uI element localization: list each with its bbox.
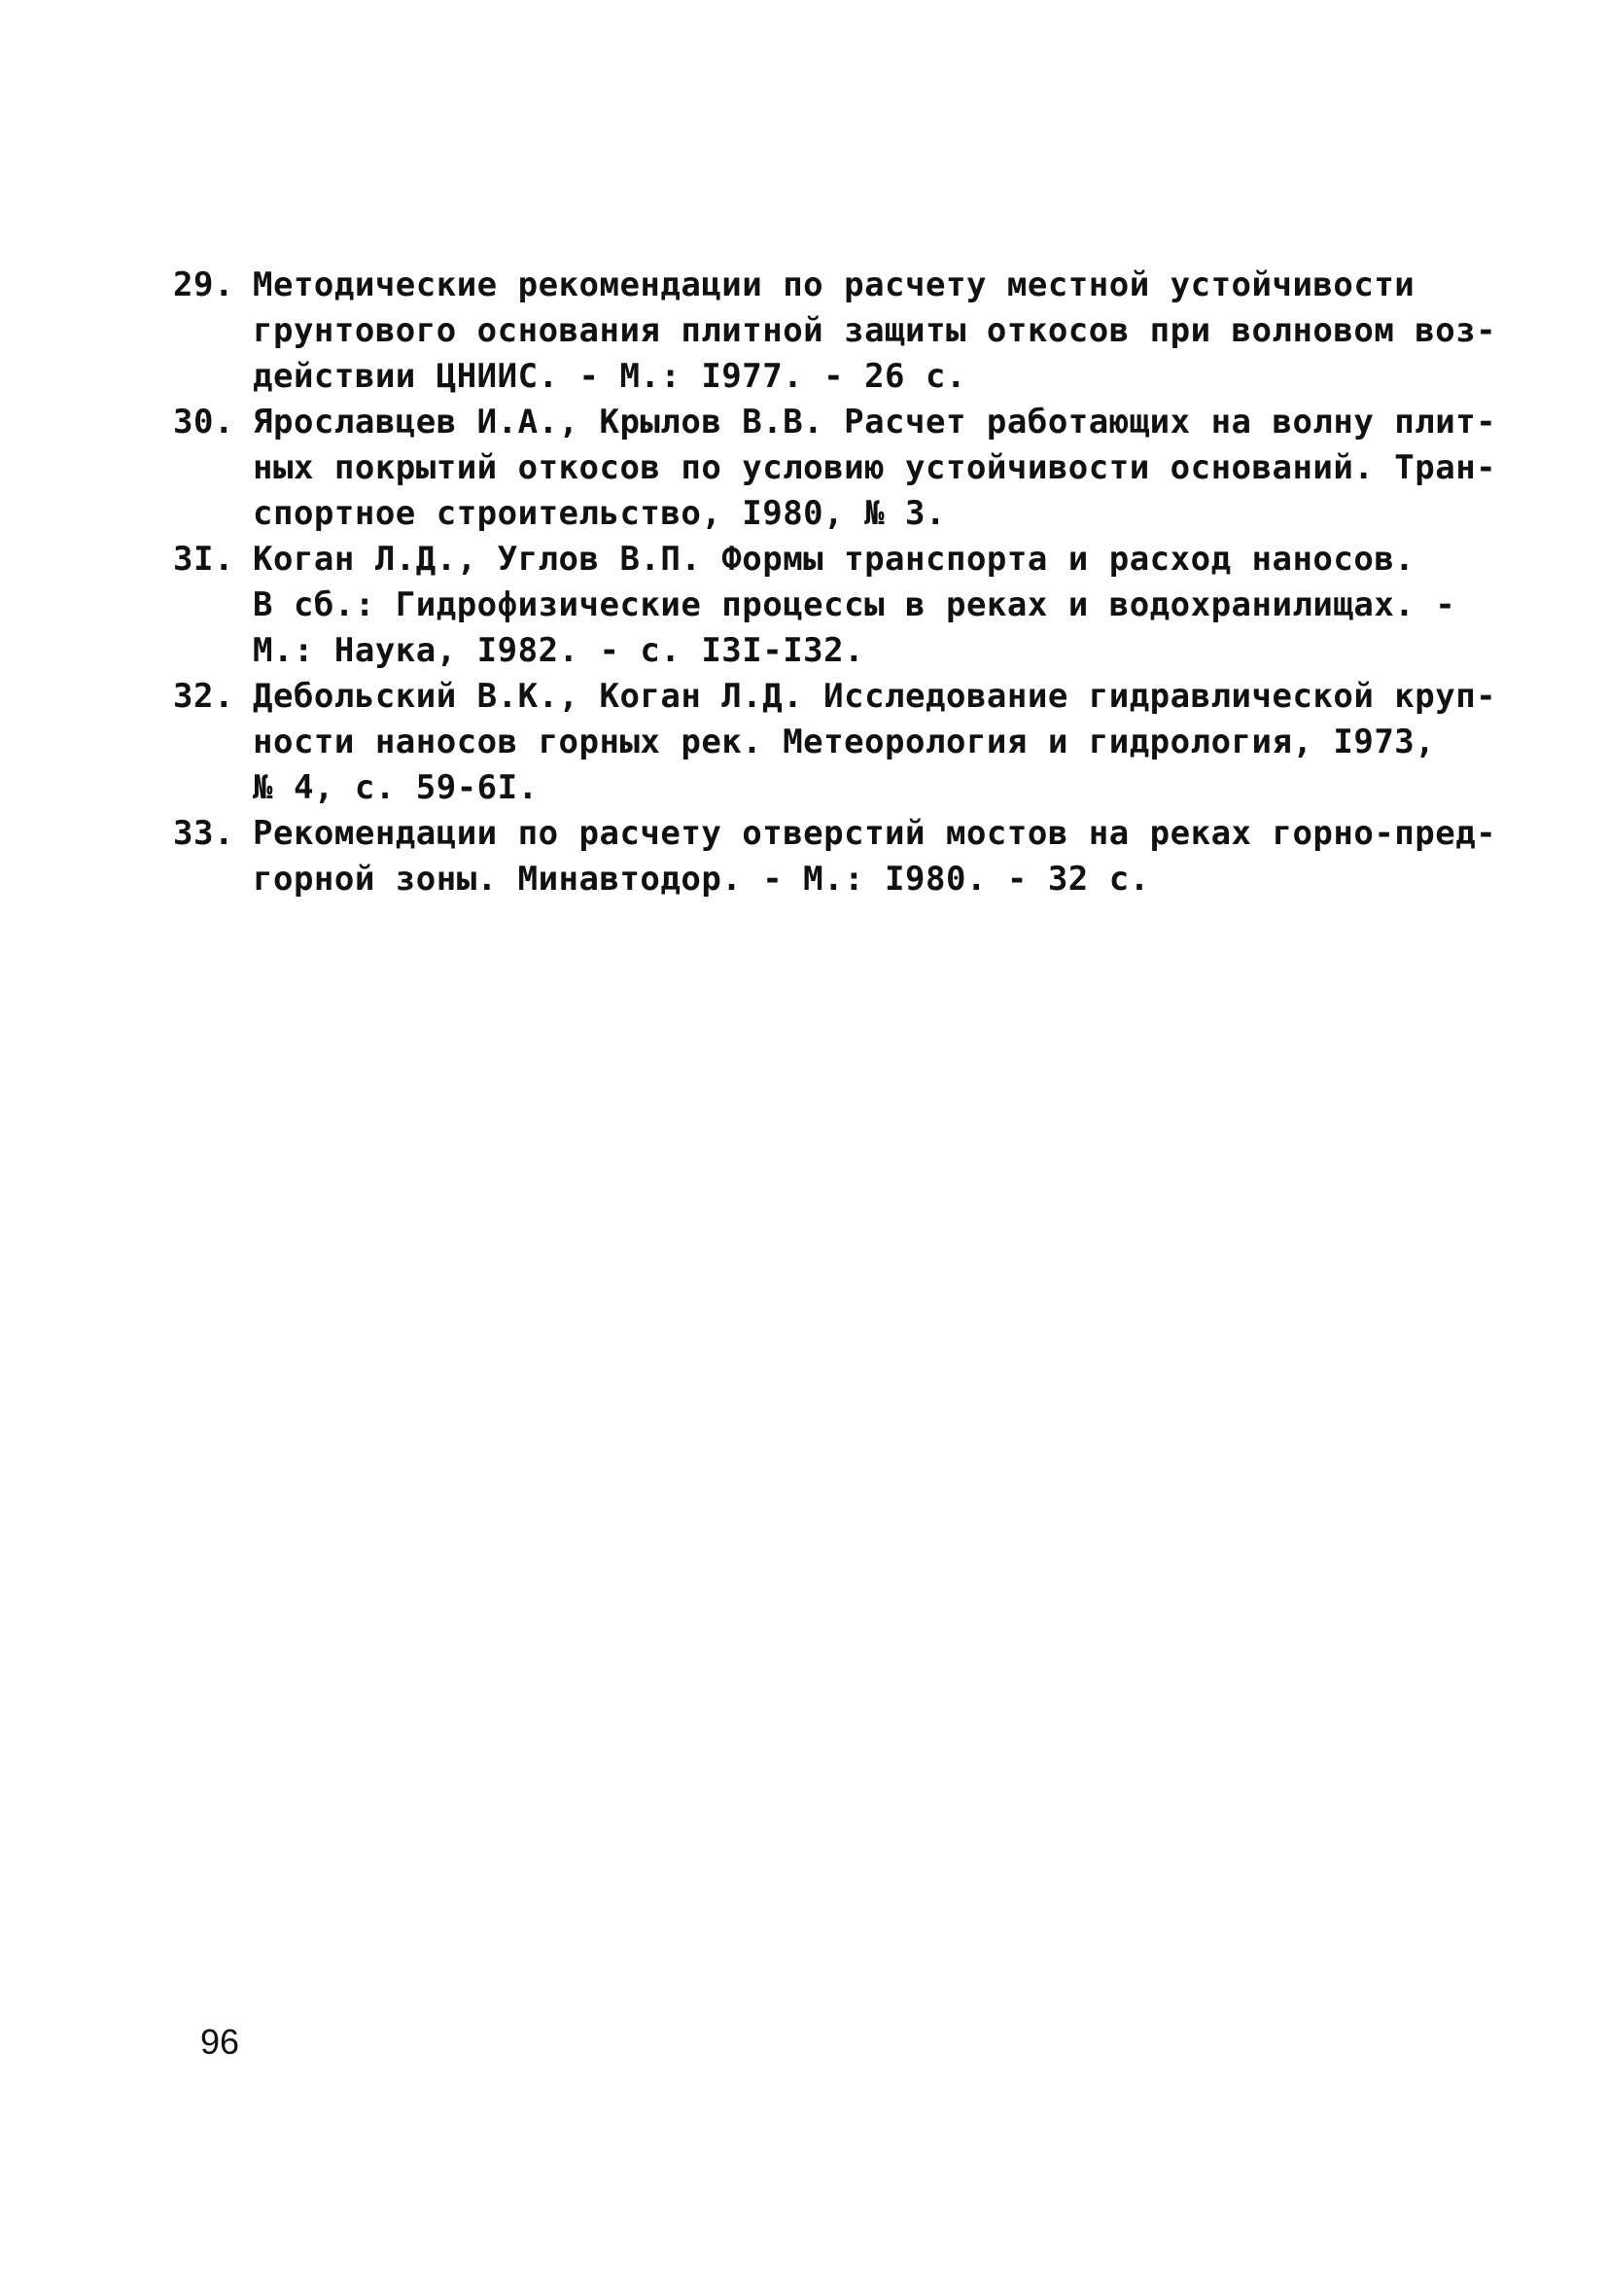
reference-line: Дебольский В.К., Коган Л.Д. Исследование гидравлической круп- xyxy=(253,677,1497,716)
reference-line: спортное строительство, I980, № 3. xyxy=(253,494,946,533)
reference-number: 33. xyxy=(173,814,234,853)
reference-line: грунтового основания плитной защиты откосов при волновом воз- xyxy=(253,311,1497,350)
reference-text xyxy=(253,537,1455,674)
reference-text xyxy=(253,263,1496,400)
reference-line: действии ЦНИИС. - М.: I977. - 26 с. xyxy=(253,357,966,396)
reference-text xyxy=(253,811,1496,902)
reference-line: Методические рекомендации по расчету местной устойчивости xyxy=(253,265,1416,304)
reference-line: горной зоны. Минавтодор. - М.: I980. - 32 с. xyxy=(253,860,1150,899)
reference-item-31 xyxy=(173,537,1456,674)
reference-item-33 xyxy=(173,811,1497,902)
reference-text xyxy=(253,400,1496,537)
reference-line: Коган Л.Д., Углов В.П. Формы транспорта и расход наносов. xyxy=(253,540,1416,579)
reference-text xyxy=(253,674,1496,811)
reference-item-29 xyxy=(173,263,1497,400)
reference-item-32 xyxy=(173,674,1497,811)
reference-item-30 xyxy=(173,400,1497,537)
reference-number: 3I. xyxy=(173,540,234,579)
page-number: 96 xyxy=(200,2022,240,2062)
reference-list xyxy=(173,263,1497,902)
reference-number: 29. xyxy=(173,265,234,304)
reference-line: ных покрытий откосов по условию устойчивости оснований. Тран- xyxy=(253,448,1497,487)
reference-line: Ярославцев И.А., Крылов В.В. Расчет работающих на волну плит- xyxy=(253,403,1497,442)
reference-line: № 4, с. 59-6I. xyxy=(253,768,539,807)
reference-line: М.: Наука, I982. - с. I3I-I32. xyxy=(253,631,865,670)
reference-line: В сб.: Гидрофизические процессы в реках и водохранилищах. - xyxy=(253,585,1456,624)
reference-line: ности наносов горных рек. Метеорология и гидрология, I973, xyxy=(253,723,1436,761)
reference-line: Рекомендации по расчету отверстий мостов на реках горно-пред- xyxy=(253,814,1497,853)
reference-number: 30. xyxy=(173,403,234,442)
reference-number: 32. xyxy=(173,677,234,716)
